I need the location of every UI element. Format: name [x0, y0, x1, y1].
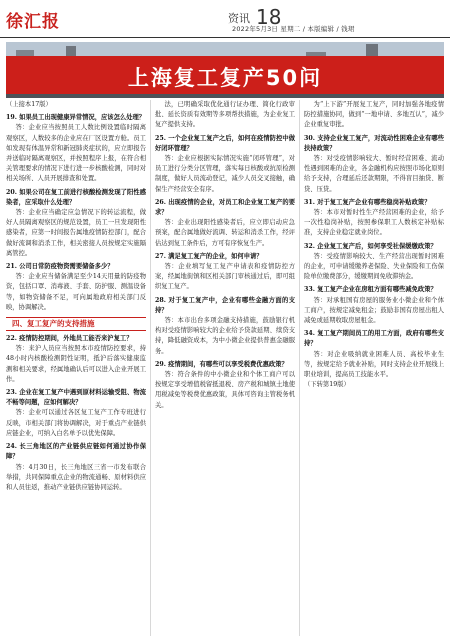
page-number: 18 [256, 5, 282, 29]
qa-block [6, 262, 146, 313]
answer: 答：企业出现阳性感染者后，应立即启动应急预案，配合属地做好流调、转运和消杀工作，经评估达到复工条件后，方可有序恢复生产。 [155, 219, 295, 247]
qa-block [304, 100, 444, 131]
qa-block [155, 360, 295, 411]
headline-title: 上海复工复产50问 [127, 66, 323, 90]
question: 21. 公司日常防疫物资需要储备多少？ [6, 263, 114, 271]
question: 19. 如果员工出现健康异常情况，应该怎么处理？ [6, 114, 146, 122]
answer: 答：企业填写复工复产申请表和疫情防控方案，经属地街镇和区相关部门审核通过后，即可组织复工复产。 [155, 263, 295, 291]
answer: 答：对企业吸纳就业困难人员、高校毕业生等，按规定给予就业补贴，同时支持企业开展线上职业培训，提高员工技能水平。 [304, 350, 444, 379]
answer: 法，已明确采取优化通行证办理、简化行政审批、延长资质有效期等多项帮扶措施，为企业复工复产提供支持。 [155, 101, 295, 129]
section-heading: 四、复工复产的支持措施 [6, 317, 146, 331]
qa-block [155, 252, 295, 293]
answer: 答：受疫情影响较大、生产经营出现暂时困难的企业，可申请缓缴养老保险、失业保险和工伤保险单位缴费部分，缓缴期间免收滞纳金。 [304, 252, 444, 281]
answer: 答：符合条件的中小微企业和个体工商户可以按规定享受增值税留抵退税、房产税和城镇土地使用税减免等税费优惠政策，具体可咨询主管税务机关。 [155, 371, 295, 409]
article-column-3 [304, 100, 444, 636]
answer: 答：来沪人员应当按照本市疫情防控要求，持48小时内核酸检测阴性证明，抵沪后落实健康监测和相关要求，经属地确认后可以进入企业开展工作。 [6, 345, 146, 383]
question: 22. 疫情防控期间，外地员工能否来沪复工？ [6, 335, 133, 343]
qa-block [6, 113, 146, 184]
question: 25. 一个企业复工复产之后，如何在疫情防控中做好闭环管理？ [155, 134, 295, 152]
continuation-note: （上接本17版） [6, 101, 52, 108]
question: 32. 企业复工复产后，如何享受社保缓缴政策？ [304, 242, 437, 250]
question: 28. 对于复工复产中，企业有哪些金融方面的支持？ [155, 296, 295, 314]
article-column-2 [155, 100, 295, 636]
continued-note: （下转第19版） [304, 381, 350, 389]
headline-banner [6, 56, 444, 94]
answer: 答：4月30日，长三角地区三省一市发布联合举措，共同保障重点企业的物流通畅、原材料供应和人员往返，推动产业链供应链协同运转。 [6, 463, 146, 491]
qa-block [6, 188, 146, 259]
question: 27. 满足复工复产的企业，如何申请？ [155, 252, 263, 260]
question: 23. 企业在复工复产中遇到原材料运输受阻、物流不畅等问题，应如何解决？ [6, 389, 146, 407]
qa-block [6, 388, 146, 439]
answer: 为“上下游”开展复工复产，同时加强各地疫情防控措施协同，做到“一地申请、多地互认”，减少企业重复审批。 [304, 101, 444, 129]
question: 26. 出现疫情的企业，对员工和企业复工复产的要求？ [155, 198, 295, 217]
qa-block [155, 296, 295, 357]
qa-block [155, 134, 295, 195]
qa-block [304, 242, 444, 283]
answer: 答：企业应当按照员工人数比例设置临时隔离观察区，人数较多的企业应在厂区设置方舱。员工如发现有体温异常和新冠肺炎症状的，应立即报告并送临时隔离观察区，并按照程序上报，在符合相关管理要求的情况下进行进一步核酸检测，同时对相关场所、人员开展排查和处置。 [6, 124, 146, 183]
question: 31. 对于复工复产企业有哪些稳岗补贴政策？ [304, 198, 431, 206]
qa-block [304, 285, 444, 326]
qa-block [304, 329, 444, 380]
answer: 答：对承租国有房屋的服务业小微企业和个体工商户，按规定减免租金；鼓励非国有房屋出租人减免或延期收取房屋租金。 [304, 296, 444, 325]
qa-block [155, 198, 295, 249]
question: 24. 长三角地区的产业链供应链如何通过协作保障？ [6, 443, 146, 461]
answer: 答：企业应当储备满足至少14天用量的防疫物资，包括口罩、消毒液、手套、防护服、测温设备等，如物资储备不足，可向属地政府相关部门反映，协调解决。 [6, 273, 146, 311]
answer: 答：企业应当确定应急情况下的转运流程，做好人员隔离观察区的规范设置，员工一旦发现阳性感染者，应第一时间报告属地疫情防控部门，配合做好流调和消杀工作，相关密接人员按规定实施隔离管控。 [6, 209, 146, 257]
qa-block [304, 198, 444, 239]
question: 33. 复工复产企业在房租方面有哪些减免政策？ [304, 286, 437, 294]
question: 30. 支持企业复工复产，对流动性困难企业有哪些扶持政策？ [304, 134, 444, 152]
answer: 答：本市出台多项金融支持措施，鼓励银行机构对受疫情影响较大的企业给予贷款延期、续贷支持，降低融资成本，为中小微企业提供普惠金融服务。 [155, 317, 295, 355]
dateline: 2022年5月3日 星期二 / 本版编辑 / 钱珺 [232, 25, 355, 33]
answer: 答：对受疫情影响较大、暂时经营困难、流动性遇到困难的企业，各金融机构应按照市场化原则给予支持，合理延后还款期限，不得盲目抽贷、断贷、压贷。 [304, 155, 444, 193]
answer: 答：企业应根据实际情况实施“闭环管理”，对员工进行分类分区管理，落实每日核酸或抗原检测制度，做好人员流动登记，减少人员交叉接触，确保生产经营安全有序。 [155, 155, 295, 193]
answer: 答：本市对暂时性生产经营困难的企业，给予一次性稳岗补贴，按照参保职工人数核定补贴标准，支持企业稳定就业岗位。 [304, 209, 444, 237]
page-header [0, 0, 450, 38]
qa-block [155, 100, 295, 131]
qa-block [6, 334, 146, 385]
qa-block [6, 442, 146, 493]
qa-block [304, 134, 444, 195]
newspaper-logo: 徐汇报 [6, 12, 60, 32]
article-column-1 [6, 100, 146, 636]
column-divider [299, 100, 300, 636]
question: 34. 复工复产期间员工的用工方面，政府有哪些支持？ [304, 330, 444, 348]
answer: 答：企业可以通过各区复工复产工作专班进行反映，市相关部门将协调解决，对于重点产业链供应链企业，可纳入白名单予以优先保障。 [6, 409, 146, 437]
section-label: 资讯 [228, 12, 250, 25]
column-divider [150, 100, 151, 636]
question: 29. 疫情期间，有哪些可以享受税费优惠政策？ [155, 360, 288, 368]
question: 20. 如果公司在复工前进行核酸检测发现了阳性感染者，应采取什么处理？ [6, 188, 146, 206]
